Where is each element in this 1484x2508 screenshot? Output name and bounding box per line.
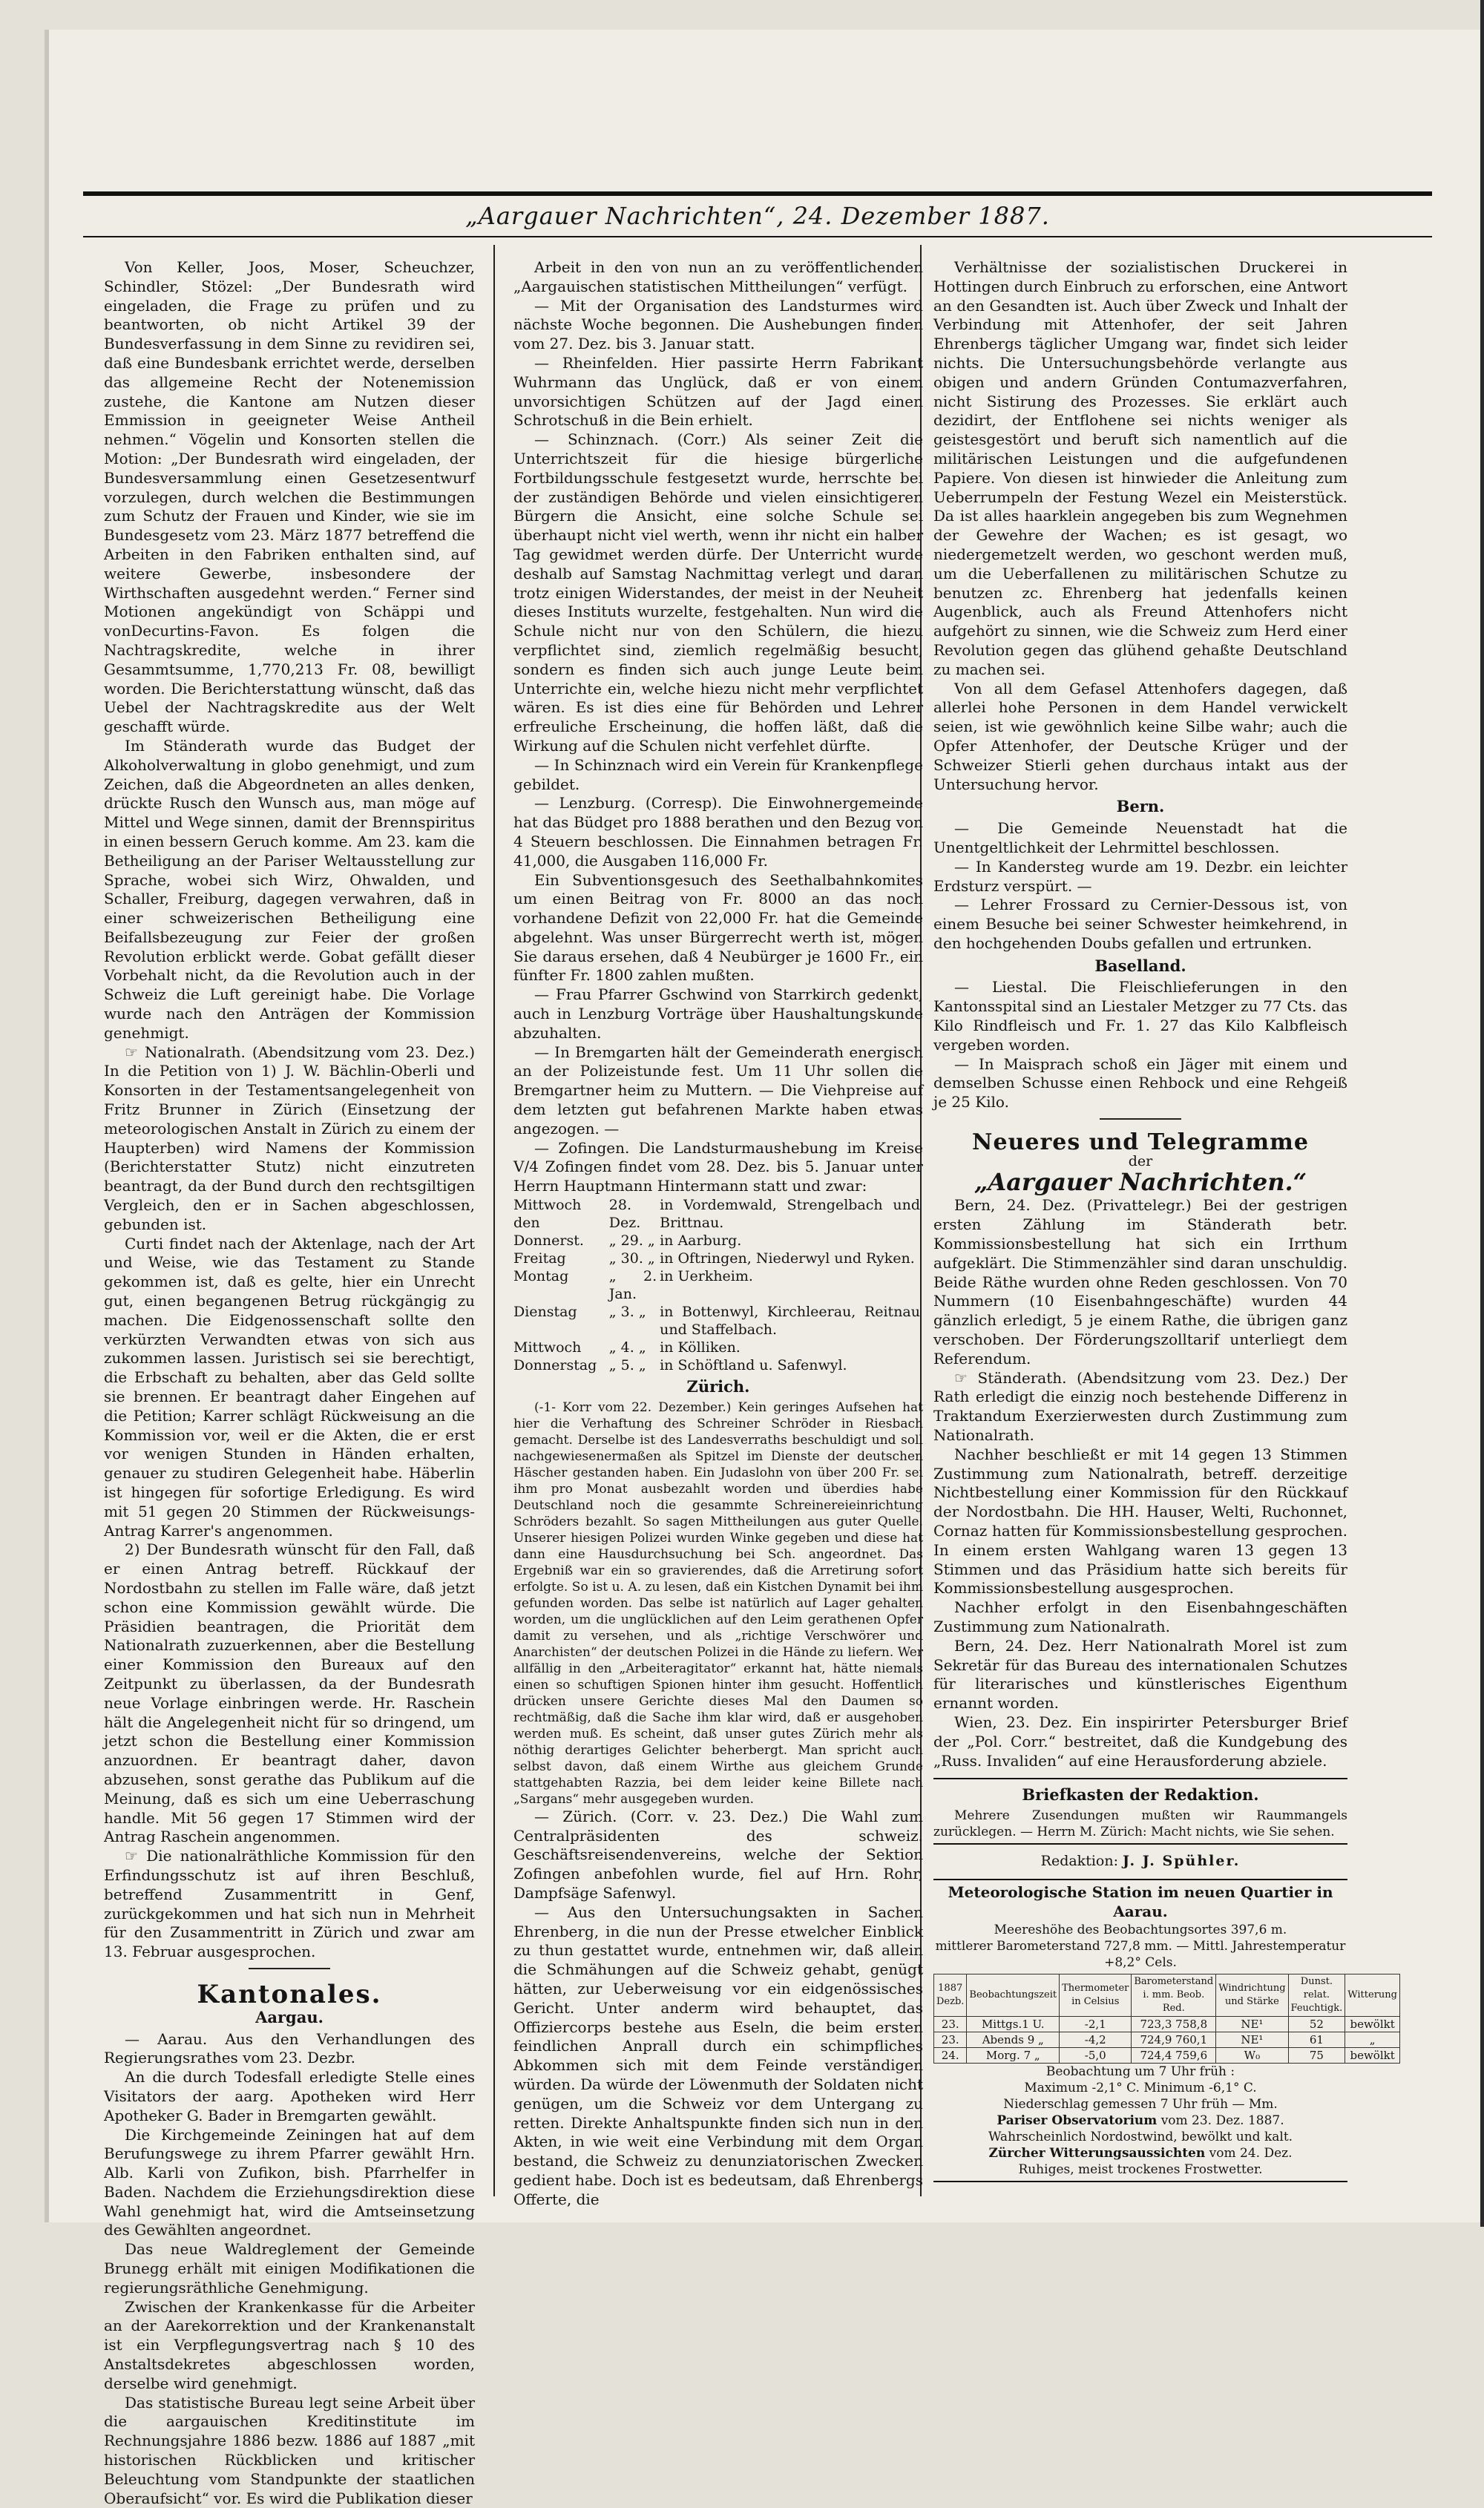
schedule-place: in Schöftland u. Safenwyl. xyxy=(660,1357,847,1374)
subheading-zurich: Zürich. xyxy=(686,1377,750,1396)
briefkasten-box xyxy=(933,1778,1347,1845)
subheading-aargau: Aargau. xyxy=(255,2007,324,2026)
zurich-outlook-date: vom 24. Dez. xyxy=(1209,2145,1293,2161)
paragraph: Das statistische Bureau legt seine Arbeit über die aargauischen Kreditinstitute im Rechnungsjahre 1886 bezw. 1886 auf 1887 „mit historischen Rückblicken und kritischer Beleuchtung vom Standpunkte der staatlichen Oberaufsicht“ vor. Es wird die Publikation dieser xyxy=(104,2393,475,2507)
weather-cell: W₀ xyxy=(1216,2047,1288,2063)
schedule-place: in Uerkheim. xyxy=(660,1268,753,1285)
masthead-rule-bottom xyxy=(83,236,1432,237)
schedule-day: Montag xyxy=(513,1268,569,1285)
column-divider-1 xyxy=(493,245,495,2196)
column-3 xyxy=(933,258,1397,2190)
schedule-date: „ 2. Jan. xyxy=(608,1268,657,1303)
weather-table xyxy=(933,1974,1400,2064)
paragraph: Nachher erfolgt in den Eisenbahngeschäften Zustimmung zum Nationalrath. xyxy=(933,1598,1347,1635)
weather-cell: NE¹ xyxy=(1216,2032,1288,2047)
weather-header: Dunst. relat. Feuchtigk. xyxy=(1288,1974,1345,2016)
weather-cell: -4,2 xyxy=(1060,2032,1132,2047)
weather-cell: 75 xyxy=(1288,2047,1345,2063)
weather-note: Beobachtung um 7 Uhr früh : xyxy=(1045,2064,1235,2079)
paragraph: Bern, 24. Dez. (Privattelegr.) Bei der gestrigen ersten Zählung im Ständerath betr. Kommissionsbestellung hat sich ein Irrthum aufgeklärt. Die Stimmenzähler sind daran unschuldig. Beide Räthe wurden ohne Reden geschlossen. Von 70 Nummern (10 Eisenbahngeschäfte) wurden 44 gänzlich erledigt, 5 je einem Rathe, die übrigen ganz verschoben. Der Förderungszolltarif unterliegt dem Referendum. xyxy=(933,1196,1347,1368)
schedule-day: Freitag xyxy=(513,1250,566,1267)
heading-der: der xyxy=(1128,1152,1153,1169)
paragraph: ☞ Die nationalräthliche Kommission für den Erfindungsschutz ist auf ihren Beschluß, betreffend Zusammentritt in Genf, zurückgekommen und hat sich nun in Mehrheit für den Zusammentritt in Zürich und zwar am 13. Februar ausgesprochen. xyxy=(104,1847,475,1961)
paragraph: — In Bremgarten hält der Gemeinderath energisch an der Polizeistunde fest. Um 11 Uhr sollen die Bremgartner heim zu Muttern. — Die Viehpreise auf dem letzten gut befahrenen Markte haben etwas angezogen. — xyxy=(513,1043,923,1138)
weather-cell: Morg. 7 „ xyxy=(967,2047,1060,2063)
schedule-day: Mittwoch den xyxy=(513,1197,582,1232)
section-heading-kantonales: Kantonales. xyxy=(197,1979,382,2009)
weather-cell: 723,3 758,8 xyxy=(1132,2016,1216,2032)
paragraph: Nachher beschließt er mit 14 gegen 13 Stimmen Zustimmung zum Nationalrath, betreff. derzeitige Nichtbestellung einer Kommission für den Rückkauf der Nordostbahn. Die HH. Hauser, Welti, Ruchonnet, Cornaz hatten für Kommissionsbestellung gesprochen. In einem ersten Wahlgang waren 13 gegen 13 Stimmen und das Präsidium hatte sich bereits für Kommissionsbestellung ausgesprochen. xyxy=(933,1445,1347,1598)
schedule-day: Mittwoch xyxy=(513,1339,582,1356)
weather-cell: -2,1 xyxy=(1060,2016,1132,2032)
schedule-place: in Oftringen, Niederwyl und Ryken. xyxy=(660,1250,915,1267)
paragraph: Von all dem Gefasel Attenhofers dagegen, daß allerlei hohe Personen in dem Handel verwickelt seien, ist wie gewöhnlich keine Silbe wahr; auch die Opfer Attenhofer, der Deutsche Krüger und der Schweizer Stierli gehen durchaus intakt aus der Untersuchung hervor. xyxy=(933,679,1347,793)
weather-cell: 24. xyxy=(934,2047,967,2063)
zurich-outlook-text: Ruhiges, meist trockenes Frostwetter. xyxy=(1018,2161,1263,2177)
page-edge xyxy=(45,30,49,2222)
section-rule xyxy=(1100,1118,1181,1120)
weather-niederschlag: Niederschlag gemessen 7 Uhr früh — Mm. xyxy=(1003,2096,1278,2112)
subheading-baselland: Baselland. xyxy=(1094,956,1186,975)
weather-cell: Abends 9 „ xyxy=(967,2032,1060,2047)
paragraph: Verhältnisse der sozialistischen Druckerei in Hottingen durch Einbruch zu erforschen, eine Antwort an den Gesandten ist. Auch über Zweck und Inhalt der Verbindung mit Attenhofer, der seit Jahren Ehrenbergs täglicher Umgang war, findet sich leider nichts. Die Untersuchungsbehörde verlangte aus obigen und andern Gründen Contumazverfahren, nicht Sistirung des Prozesses. Sie erklärt auch dezidirt, der Entflohene sei nichts weniger als geistesgestört und beruft sich namentlich auf die militärischen Leistungen und die aufgefundenen Papiere. Von diesen ist hinwieder die Anleitung zum Ueberrumpeln der Festung Wezel ein Meisterstück. Da ist alles haarklein angegeben bis zum Wegnehmen der Gewehre der Wachen; es ist gesagt, wo niedergemetzelt werden, wo geschont werden muß, um die Ueberfallenen zu militärischen Schutze zu benutzen zc. Ehrenberg hat jedenfalls keinen Augenblick, auch als Freund Attenhofers nicht aufgehört zu sinnen, wie die Schweiz zum Herd einer Revolution gegen das glühend gehaßte Deutschland zu machen sei. xyxy=(933,258,1347,678)
schedule-row xyxy=(513,1339,923,1356)
schedule-date: „ 4. „ xyxy=(608,1339,646,1356)
schedule-date: 28. Dez. xyxy=(608,1197,641,1232)
schedule-date: „ 5. „ xyxy=(608,1357,646,1374)
briefkasten-text: Mehrere Zusendungen mußten wir Raummangels zurücklegen. — Herrn M. Zürich: Macht nichts, wie Sie sehen. xyxy=(933,1808,1347,1840)
weather-title: Meteorologische Station im neuen Quartier in Aarau. xyxy=(948,1882,1333,1920)
schedule-row xyxy=(513,1356,923,1374)
paragraph: — Frau Pfarrer Gschwind von Starrkirch gedenkt, auch in Lenzburg Vorträge über Haushaltungskunde abzuhalten. xyxy=(513,985,923,1042)
redaktion-name: J. J. Spühler. xyxy=(1123,1853,1241,1870)
weather-header: Witterung xyxy=(1345,1974,1400,2016)
paragraph: — Aarau. Aus den Verhandlungen des Regierungsrathes vom 23. Dezbr. xyxy=(104,2029,475,2067)
weather-cell: 52 xyxy=(1288,2016,1345,2032)
masthead: „Aargauer Nachrichten“, 24. Dezember 1887. xyxy=(465,202,1050,230)
paragraph: 2) Der Bundesrath wünscht für den Fall, daß er einen Antrag betreff. Rückkauf der Nordostbahn zu stellen im Falle wäre, daß jetzt schon eine Kommission gewählt würde. Die Präsidien beantragen, die Priorität dem Nationalrath zuzuerkennen, aber die Bestellung einer Kommission den Bureaux auf den Zeitpunkt zu überlassen, da der Bundesrath neue Vorlage einbringen werde. Hr. Raschein hält die Angelegenheit nicht für so dringend, um jetzt schon die Bestellung einer Kommission anzuordnen. Er beantragt daher, davon abzusehen, sonst gerathe das Publikum auf die Meinung, daß es sich um eine Ueberraschung handle. Mit 56 gegen 17 Stimmen wird der Antrag Raschein angenommen. xyxy=(104,1540,475,1846)
section-rule xyxy=(249,1968,330,1969)
zurich-outlook xyxy=(933,2145,1347,2161)
paris-observatory xyxy=(933,2113,1347,2129)
paragraph: Arbeit in den von nun an zu veröffentlichenden „Aargauischen statistischen Mittheilungen“ verfügt. xyxy=(513,258,923,295)
schedule-day: Donnerst. xyxy=(513,1232,584,1250)
weather-cell: bewölkt xyxy=(1345,2016,1400,2032)
paris-date: vom 23. Dez. 1887. xyxy=(1160,2113,1284,2128)
column-2 xyxy=(513,258,923,2210)
zurich-outlook-heading: Zürcher Witterungsaussichten xyxy=(988,2145,1206,2161)
paragraph: — Mit der Organisation des Landsturmes wird nächste Woche begonnen. Die Aushebungen finden vom 27. Dez. bis 3. Januar statt. xyxy=(513,296,923,353)
paragraph: — Lehrer Frossard zu Cernier-Dessous ist, von einem Besuche bei seiner Schwester heimkehrend, in den hochgehenden Doubs gefallen und ertrunken. xyxy=(933,896,1347,952)
paragraph: — Die Gemeinde Neuenstadt hat die Unentgeltlichkeit der Lehrmittel beschlossen. xyxy=(933,819,1347,856)
paragraph: Im Ständerath wurde das Budget der Alkoholverwaltung in globo genehmigt, und zum Zeichen, daß die Abgeordneten an alles denken, drückte Rusch den Wunsch aus, man möge auf Mittel und Wege sinnen, damit der Brennspiritus in einen bessern Geruch komme. Am 23. kam die Betheiligung an der Pariser Weltausstellung zur Sprache, wobei sich Wirz, Ohwalden, und Schaller, Freiburg, dagegen verwahren, daß in einer schweizerischen Betheiligung eine Beifallsbezeugung zur Feier der großen Revolution erblickt werde. Gobat gefällt dieser Vorbehalt nicht, da die Revolution auch in der Schweiz die Luft gereinigt habe. Die Vorlage wurde nach den Anträgen der Kommission genehmigt. xyxy=(104,736,475,1042)
weather-cell: NE¹ xyxy=(1216,2016,1288,2032)
weather-cell: 23. xyxy=(934,2016,967,2032)
schedule-row xyxy=(513,1232,923,1250)
weather-header: Barometerstand i. mm. Beob. Red. xyxy=(1132,1974,1216,2016)
paragraph: Bern, 24. Dez. Herr Nationalrath Morel ist zum Sekretär für das Bureau des internationalen Schutzes für literarisches und künstlerisches Eigenthum ernannt worden. xyxy=(933,1636,1347,1713)
paragraph: Ein Subventionsgesuch des Seethalbahnkomites um einen Beitrag von Fr. 8000 an das noch vorhandene Defizit von 22,000 Fr. hat die Gemeinde abgelehnt. Was unser Bürgerrecht werth ist, mögen Sie daraus ersehen, daß 4 Neubürger je 1600 Fr., ein fünfter Fr. 1800 zahlen mußten. xyxy=(513,870,923,985)
schedule-place: in Aarburg. xyxy=(660,1232,742,1250)
paragraph: An die durch Todesfall erledigte Stelle eines Visitators der aarg. Apotheken wird Herr Apotheker G. Bader in Bremgarten gewählt. xyxy=(104,2068,475,2124)
redaktion-label: Redaktion: xyxy=(1040,1853,1118,1870)
weather-cell: 61 xyxy=(1288,2032,1345,2047)
weather-row xyxy=(934,2016,1400,2032)
schedule-day: Dienstag xyxy=(513,1304,577,1321)
weather-minmax: Maximum -2,1° C. Minimum -6,1° C. xyxy=(1024,2080,1257,2095)
weather-cell: Mittgs.1 U. xyxy=(967,2016,1060,2032)
paragraph: Die Kirchgemeinde Zeiningen hat auf dem Berufungswege zu ihrem Pfarrer gewählt Hrn. Alb. Karli von Zufikon, bish. Pfarrhelfer in Baden. Nachdem die Erziehungsdirektion diese Wahl genehmigt hat, wird die Amtseinsetzung des Gewählten angeordnet. xyxy=(104,2125,475,2239)
section-heading-telegramme: Neueres und Telegramme xyxy=(972,1129,1309,1156)
masthead-rule-top xyxy=(83,191,1432,196)
paragraph: — Schinznach. (Corr.) Als seiner Zeit die Unterrichtszeit für die hiesige bürgerliche Fortbildungsschule festgesetzt wurde, herrschte bei der zuständigen Behörde und vielen einsichtigeren Bürgern die Ansicht, eine solche Schule sei überhaupt nicht viel werth, wenn ihr nicht ein halber Tag gewidmet werden dürfe. Der Unterricht wurde deshalb auf Samstag Nachmittag verlegt und daran trotz einigen Widerstandes, der meist in der Neuheit dieses Instituts wurzelte, festgehalten. Nun wird die Schule nicht nur von den Schülern, die hiezu verpflichtet sind, ziemlich regelmäßig besucht, sondern es finden sich auch junge Leute beim Unterrichte ein, welche hiezu nicht mehr verpflichtet wären. Es ist dies eine für Behörden und Lehrer erfreuliche Erscheinung, die hoffen läßt, daß die Wirkung auf die Schulen nicht verfehlet dürfte. xyxy=(513,430,923,755)
weather-header: Beobachtungszeit xyxy=(967,1974,1060,2016)
paragraph: — Aus den Untersuchungsakten in Sachen Ehrenberg, in die nun der Presse etwelcher Einblick zu thun gestattet wurde, entnehmen wir, daß allein die Schmähungen auf die Schweiz gehabt, genügt hätten, zur Ueberweisung vor ein eidgenössisches Gericht. Unter anderm wird behauptet, das Offiziercorps bestehe aus Eseln, die beim ersten feindlichen Anprall durch ein schimpfliches Abkommen sich mit dem Feinde verständigen würden. Da würde der Löwenmuth der Soldaten nicht genügen, um die Schweiz vor dem Untergang zu retten. Direkte Anhaltspunkte finden sich nun in den Akten, in wie weit eine Verbindung mit dem Organ bestand, die Schweiz zu denunziatorischen Zwecken gedient habe. Doch ist es bedeutsam, daß Ehrenbergs Offerte, die xyxy=(513,1903,923,2208)
paragraph: ☞ Ständerath. (Abendsitzung vom 23. Dez.) Der Rath erledigt die einzig noch bestehende Differenz in Traktandum Exerzierwesten durch Zustimmung zum Nationalrath. xyxy=(933,1368,1347,1445)
schedule-date: „ 30. „ xyxy=(608,1250,655,1267)
landsturm-schedule xyxy=(513,1196,923,1374)
paris-heading: Pariser Observatorium xyxy=(997,2113,1158,2128)
briefkasten-heading: Briefkasten der Redaktion. xyxy=(1022,1785,1259,1805)
weather-cell: 724,9 760,1 xyxy=(1132,2032,1216,2047)
column-1 xyxy=(104,258,475,2508)
weather-row xyxy=(934,2032,1400,2047)
paragraph: Zwischen der Krankenkasse für die Arbeiter an der Aarekorrektion und der Krankenanstalt ist ein Verpflegungsvertrag nach § 10 des Anstaltsdekretes abgeschlossen worden, derselbe wird genehmigt. xyxy=(104,2297,475,2392)
paragraph: — Liestal. Die Fleischlieferungen in den Kantonsspital sind an Liestaler Metzger zu 77 Cts. das Kilo Rindfleisch und Fr. 1. 27 das Kilo Kalbfleisch vergeben worden. xyxy=(933,978,1347,1054)
schedule-date: „ 29. „ xyxy=(608,1232,655,1250)
schedule-row xyxy=(513,1303,923,1339)
schedule-row xyxy=(513,1267,923,1303)
weather-cell: „ xyxy=(1345,2032,1400,2047)
subheading-bern: Bern. xyxy=(1116,797,1165,816)
paragraph: — Rheinfelden. Hier passirte Herrn Fabrikant Wuhrmann das Unglück, daß er von einem unvorsichtigen Schützen auf der Jagd einen Schrotschuß in die Bein erhielt. xyxy=(513,353,923,430)
schedule-place: in Kölliken. xyxy=(660,1339,741,1356)
paris-forecast: Wahrscheinlich Nordostwind, bewölkt und kalt. xyxy=(988,2129,1293,2144)
weather-header-row xyxy=(934,1974,1400,2016)
heading-paper-title: „Aargauer Nachrichten.“ xyxy=(974,1167,1307,1196)
schedule-place: in Vordemwald, Strengelbach und Brittnau. xyxy=(660,1197,920,1232)
weather-line: mittlerer Barometerstand 727,8 mm. — Mittl. Jahrestemperatur +8,2° Cels. xyxy=(935,1938,1346,1970)
paragraph: — In Maisprach schoß ein Jäger mit einem und demselben Schusse einen Rehbock und eine Rehgeiß je 25 Kilo. xyxy=(933,1054,1347,1112)
paragraph: Curti findet nach der Aktenlage, nach der Art und Weise, wie das Testament zu Stande gekommen ist, daß es gelte, hier ein Unrecht gut, einen begangenen Betrug rückgängig zu machen. Die Eidgenossenschaft sollte den verkürzten Verwandten etwas von sich aus zukommen lassen. Juristisch sei sie berechtigt, die Erbschaft zu behalten, aber das Geld sollte sie brennen. Er beantragt daher Eingehen auf die Petition; Karrer schlägt Rückweisung an die Kommission vor, weil er die Akten, die er erst vor wenigen Stunden in Händen erhalten, genauer zu studiren Gelegenheit habe. Häberlin ist hingegen für sofortige Erledigung. Es wird mit 51 gegen 20 Stimmen der Rückweisungs-Antrag Karrer's angenommen. xyxy=(104,1234,475,1540)
redaktion-line xyxy=(933,1852,1347,1871)
schedule-row xyxy=(513,1196,923,1232)
paragraph-small: (-1- Korr vom 22. Dezember.) Kein geringes Aufsehen hat hier die Verhaftung des Schreiner Schröder in Riesbach gemacht. Derselbe ist des Landesverraths beschuldigt und soll nachgewiesenermaßen als Spitzel im Dienste der deutschen Häscher gestanden haben. Ein Judaslohn von über 200 Fr. sei ihm pro Monat ausbezahlt worden und überdies habe Deutschland noch die gesammte Schreinereieinrichtung Schröders bezahlt. So sagen Mittheilungen aus guter Quelle. Unserer hiesigen Polizei wurden Winke gegeben und diese hat dann eine Hausdurchsuchung bei Sch. angeordnet. Das Ergebniß war ein so gravierendes, daß die Arretirung sofort erfolgte. So ist u. A. zu lesen, daß ein Kistchen Dynamit bei ihm gefunden worden. Das selbe ist natürlich auf Lager gehalten worden, um die unglücklichen auf den Leim gerathenen Opfer damit zu versehen, und als „richtige Verschwörer und Anarchisten“ der deutschen Polizei in die Hände zu liefern. Wer allfällig in den „Arbeiteragitator“ erkannt hat, hätte niemals einen so schuftigen Spionen hinter ihm gesucht. Hoffentlich drücken unsere Gerichte dieses Mal den Daumen so rechtmäßig, daß die Sache ihm klar wird, daß er ausgehoben werden muß. Es scheint, daß unser gutes Zürich mehr als nöthig derartiges Gelichter beherbergt. Man spricht auch selbst davon, daß einem Wirthe aus gleichem Grunde stattgehabten Razzia, bei dem leider keine Billete nach „Sargans“ mehr ausgegeben wurden. xyxy=(513,1399,923,1807)
page-fold-shadow xyxy=(1480,0,1484,2227)
paragraph: — Zofingen. Die Landsturmaushebung im Kreise V/4 Zofingen findet vom 28. Dez. bis 5. Januar unter Herrn Hauptmann Hintermann statt und zwar: xyxy=(513,1138,923,1195)
paragraph: — Lenzburg. (Corresp). Die Einwohnergemeinde hat das Büdget pro 1888 berathen und den Bezug von 4 Steuern beschlossen. Die Einnahmen betragen Fr. 41,000, die Ausgaben 116,000 Fr. xyxy=(513,794,923,870)
paragraph: Wien, 23. Dez. Ein inspirirter Petersburger Brief der „Pol. Corr.“ bestreitet, daß die Kundgebung des „Russ. Invaliden“ auf eine Herausforderung abziele. xyxy=(933,1713,1347,1770)
weather-cell: -5,0 xyxy=(1060,2047,1132,2063)
weather-header: 1887 Dezb. xyxy=(934,1974,967,2016)
paragraph: Das neue Waldreglement der Gemeinde Brunegg erhält mit einigen Modifikationen die regierungsräthliche Genehmigung. xyxy=(104,2240,475,2297)
paragraph: ☞ Nationalrath. (Abendsitzung vom 23. Dez.) In die Petition von 1) J. W. Bächlin-Oberli und Konsorten in der Testamentsangelegenheit von Fritz Brunner in Zürich (Einsetzung der meteorologischen Anstalt in Zürich zu einem der Haupterben) wird Namens der Kommission (Berichterstatter Stutz) nicht einzutreten beantragt, da der Bund durch den rechtsgiltigen Vergleich, den er in Sachen abgeschlossen, gebunden ist. xyxy=(104,1043,475,1233)
schedule-day: Donnerstag xyxy=(513,1357,597,1374)
weather-cell: 724,4 759,6 xyxy=(1132,2047,1216,2063)
weather-header: Thermometer in Celsius xyxy=(1060,1974,1132,2016)
paragraph: — In Schinznach wird ein Verein für Krankenpflege gebildet. xyxy=(513,755,923,793)
paragraph: — In Kandersteg wurde am 19. Dezbr. ein leichter Erdsturz verspürt. — xyxy=(933,857,1347,895)
weather-cell: bewölkt xyxy=(1345,2047,1400,2063)
weather-header: Windrichtung und Stärke xyxy=(1216,1974,1288,2016)
schedule-date: „ 3. „ xyxy=(608,1304,646,1321)
weather-row xyxy=(934,2047,1400,2063)
weather-line: Meereshöhe des Beobachtungsortes 397,6 m. xyxy=(994,1922,1287,1937)
paragraph: — Zürich. (Corr. v. 23. Dez.) Die Wahl zum Centralpräsidenten des schweiz. Geschäftsreisendenvereins, welche der Sektion Zofingen anbefohlen wurde, fiel auf Hrn. Rohr, Dampfsäge Safenwyl. xyxy=(513,1807,923,1903)
schedule-row xyxy=(513,1250,923,1267)
schedule-place: in Bottenwyl, Kirchleerau, Reitnau und Staffelbach. xyxy=(660,1304,920,1339)
weather-box xyxy=(933,1879,1397,2182)
paragraph: Von Keller, Joos, Moser, Scheuchzer, Schindler, Stözel: „Der Bundesrath wird eingeladen, die Frage zu prüfen und zu beantworten, ob nicht Artikel 39 der Bundesverfassung in dem Sinne zu revidiren sei, daß eine Bundesbank errichtet werde, derselben das allgemeine Recht der Notenemission zustehe, die Kantone am Nutzen dieser Emmission in geeigneter Weise Antheil nehmen.“ Vögelin und Konsorten stellen die Motion: „Der Bundesrath wird eingeladen, der Bundesversammlung einen Gesetzesentwurf vorzulegen, durch welchen die Bestimmungen zum Schutz der Frauen und Kinder, wie sie im Bundesgesetz vom 23. März 1877 betreffend die Arbeiten in den Fabriken enthalten sind, auf weitere Gewerbe, insbesondere der Wirthschaften ausgedehnt werden.“ Ferner sind Motionen angekündigt von Schäppi und vonDecurtins-Favon. Es folgen die Nachtragskredite, welche in ihrer Gesammtsumme, 1,770,213 Fr. 08, bewilligt worden. Die Berichterstattung wünscht, daß das Uebel der Nachtragskredite aus der Welt geschafft würde. xyxy=(104,258,475,736)
weather-cell: 23. xyxy=(934,2032,967,2047)
